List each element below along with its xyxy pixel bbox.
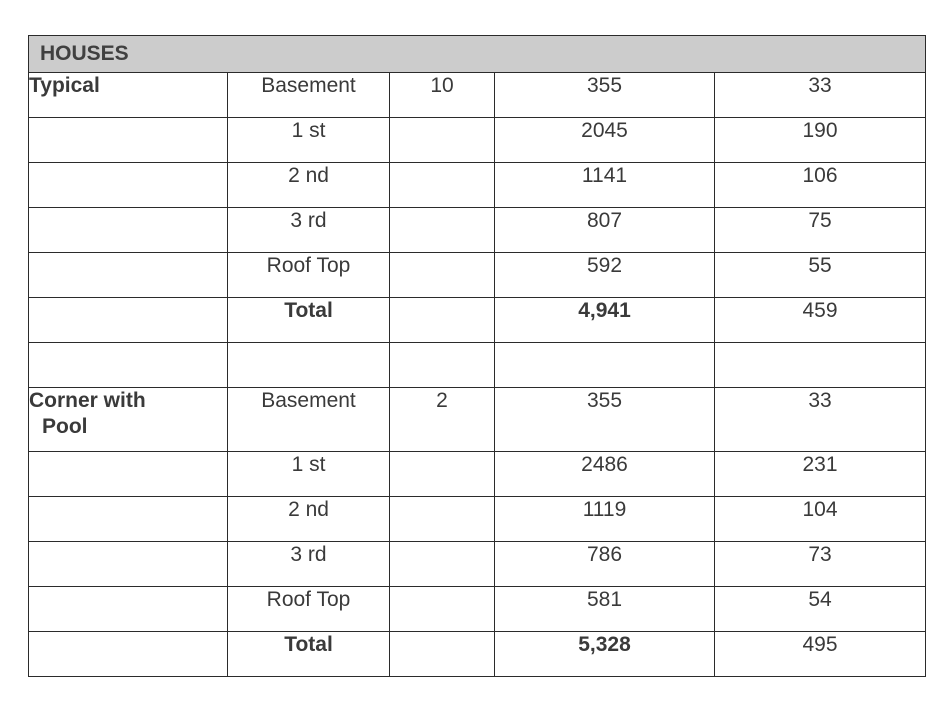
area2-cell: 75 [715,208,926,253]
table-header-row [29,36,926,73]
area2-cell: 104 [715,497,926,542]
area-cell: 1141 [495,163,715,208]
total-area-cell: 4,941 [495,298,715,343]
total-area2-cell: 459 [715,298,926,343]
table-row [29,497,926,542]
empty-cell [390,587,495,632]
empty-cell [29,497,228,542]
area2-cell: 54 [715,587,926,632]
area-cell: 1119 [495,497,715,542]
area2-cell: 73 [715,542,926,587]
area2-cell: 190 [715,118,926,163]
empty-cell [390,497,495,542]
area-cell: 592 [495,253,715,298]
table-row [29,73,926,118]
total-label: Total [228,298,390,343]
area-cell: 807 [495,208,715,253]
level-cell: 2 nd [228,163,390,208]
area-cell: 355 [495,73,715,118]
empty-cell [390,632,495,677]
houses-table [28,35,926,677]
level-cell: 1 st [228,452,390,497]
group-name-line: Pool [42,415,88,438]
level-cell: Basement [228,73,390,118]
empty-cell [390,118,495,163]
empty-cell [29,298,228,343]
empty-cell [715,343,926,388]
level-cell: 3 rd [228,208,390,253]
table-title: HOUSES [29,36,926,73]
empty-cell [390,163,495,208]
level-cell: 3 rd [228,542,390,587]
level-cell: 2 nd [228,497,390,542]
empty-cell [390,253,495,298]
group-name-line: Corner with [29,389,146,412]
group-name [29,388,228,452]
table-row [29,208,926,253]
empty-cell [390,343,495,388]
total-area2-cell: 495 [715,632,926,677]
empty-cell [29,343,228,388]
table-row [29,542,926,587]
table-row [29,587,926,632]
empty-cell [29,587,228,632]
total-row [29,632,926,677]
level-cell: Basement [228,388,390,452]
area2-cell: 55 [715,253,926,298]
count-cell: 10 [390,73,495,118]
count-cell: 2 [390,388,495,452]
empty-cell [495,343,715,388]
empty-cell [228,343,390,388]
empty-cell [29,542,228,587]
area2-cell: 106 [715,163,926,208]
area-cell: 355 [495,388,715,452]
level-cell: Roof Top [228,253,390,298]
total-label: Total [228,632,390,677]
area2-cell: 231 [715,452,926,497]
level-cell: Roof Top [228,587,390,632]
empty-cell [29,452,228,497]
empty-cell [390,298,495,343]
spacer-row [29,343,926,388]
level-cell: 1 st [228,118,390,163]
empty-cell [390,208,495,253]
area-cell: 581 [495,587,715,632]
table-row [29,388,926,452]
area-cell: 2486 [495,452,715,497]
total-area-cell: 5,328 [495,632,715,677]
table-row [29,163,926,208]
table-row [29,118,926,163]
table-row [29,253,926,298]
empty-cell [390,452,495,497]
empty-cell [29,208,228,253]
area2-cell: 33 [715,388,926,452]
total-row [29,298,926,343]
group-name: Typical [29,73,228,118]
empty-cell [29,118,228,163]
empty-cell [29,632,228,677]
table-row [29,452,926,497]
area2-cell: 33 [715,73,926,118]
empty-cell [390,542,495,587]
empty-cell [29,163,228,208]
area-cell: 786 [495,542,715,587]
area-cell: 2045 [495,118,715,163]
empty-cell [29,253,228,298]
